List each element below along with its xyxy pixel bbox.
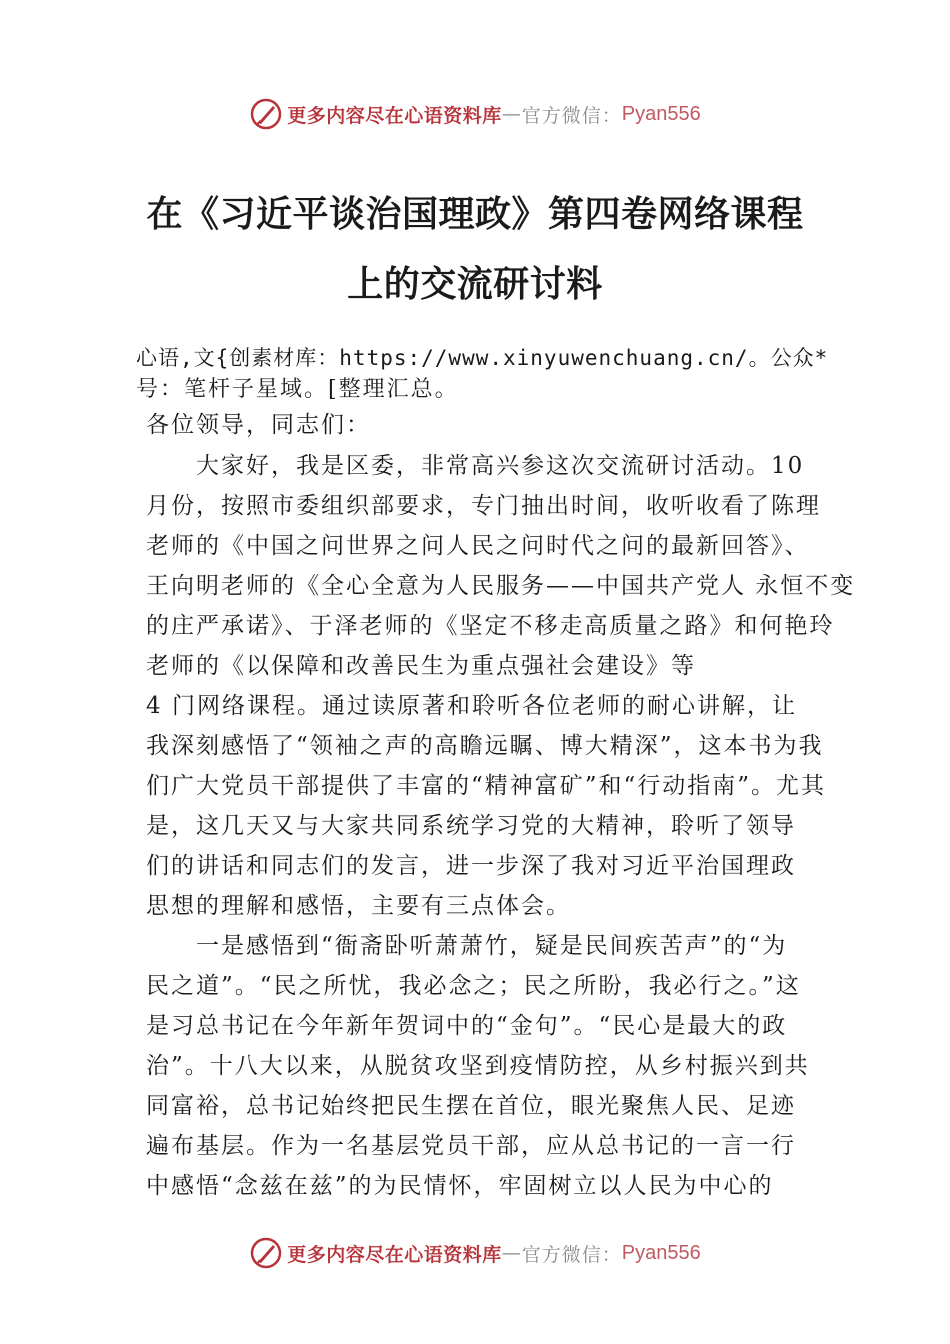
body-line: 老师的《以保障和改善民生为重点强社会建设》等 [146,653,696,679]
body-line: 中感悟“念兹在兹”的为民情怀，牢固树立以人民为中心的 [146,1173,774,1199]
banner-wechat-label: 官方微信： [521,1243,622,1266]
banner-dash: — [501,103,522,125]
body-line: 同富裕，总书记始终把民生摆在首位，眼光聚焦人民、足迹 [146,1093,796,1119]
body-line: 思想的理解和感悟，主要有三点体会。 [146,893,571,919]
body-line: 王向明老师的《全心全意为人民服务——中国共产党人 永恒不变 [146,573,856,599]
body-line: 们广大党员干部提供了丰富的“精神富矿”和“行动指南”。尤其 [146,773,827,799]
source-note-line-2: 号：笔杆子星域。[整理汇总。 [136,377,459,402]
banner-wechat-id: Pyan556 [621,102,701,125]
banner-wechat-id: Pyan556 [621,1241,701,1264]
body-line: 是习总书记在今年新年贺词中的“金句”。“民心是最大的政 [146,1013,788,1039]
quill-logo-icon [249,1236,283,1270]
body-line: 老师的《中国之问世界之问人民之问时代之问的最新回答》、 [146,533,810,559]
footer-banner [0,1233,950,1273]
body-line: 我深刻感悟了“领袖之声的高瞻远瞩、博大精深”，这本书为我 [146,733,824,759]
banner-library-text: 更多内容尽在心语资料库 [287,104,502,127]
source-note-line-1: 心语,文{创素材库：https://www.xinyuwenchuang.cn/。公众* [136,346,829,370]
document-title-line-1: 在《习近平谈治国理政》第四卷网络课程 [146,193,804,235]
body-line: 们的讲话和同志们的发言，进一步深了我对习近平治国理政 [146,853,796,879]
body-line: 大家好，我是区委，非常高兴参这次交流研讨活动。10 [196,453,805,479]
body-line: 治”。十八大以来，从脱贫攻坚到疫情防控，从乡村振兴到共 [146,1053,810,1079]
document-title-line-2: 上的交流研讨料 [347,263,603,305]
body-line: 4 门网络课程。通过读原著和聆听各位老师的耐心讲解，让 [146,693,797,719]
body-line: 遍布基层。作为一名基层党员干部，应从总书记的一言一行 [146,1133,796,1159]
body-line: 的庄严承诺》、于泽老师的《坚定不移走高质量之路》和何艳玲 [146,613,835,639]
salutation: 各位领导，同志们： [146,412,371,438]
banner-dash: — [501,1242,522,1264]
body-line: 民之道”。“民之所忧，我必念之；民之所盼，我必行之。”这 [146,973,801,999]
body-line: 月份，按照市委组织部要求，专门抽出时间，收听收看了陈理 [146,493,821,519]
banner-wechat-label: 官方微信： [521,104,622,127]
body-line: 一是感悟到“衙斋卧听萧萧竹，疑是民间疾苦声”的“为 [196,933,788,959]
header-banner [0,94,950,134]
body-line: 是，这几天又与大家共同系统学习党的大精神，聆听了领导 [146,813,796,839]
banner-library-text: 更多内容尽在心语资料库 [287,1243,502,1266]
quill-logo-icon [249,97,283,131]
